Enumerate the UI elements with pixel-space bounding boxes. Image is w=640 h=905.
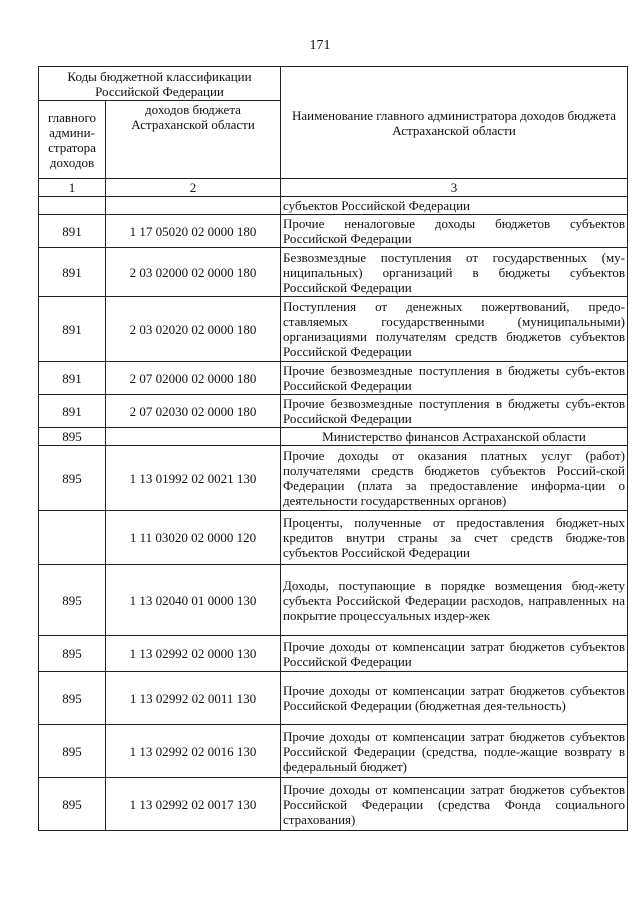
income-code: 2 03 02000 02 0000 180 bbox=[106, 248, 281, 297]
table-row bbox=[39, 362, 628, 395]
income-code bbox=[106, 428, 281, 446]
header-col1-admin: главного админи-стратора доходов bbox=[39, 101, 106, 179]
admin-code: 895 bbox=[39, 428, 106, 446]
income-code: 2 07 02030 02 0000 180 bbox=[106, 395, 281, 428]
income-code bbox=[106, 197, 281, 215]
table-row bbox=[39, 248, 628, 297]
page-number: 171 bbox=[309, 38, 331, 53]
income-code: 1 13 01992 02 0021 130 bbox=[106, 446, 281, 511]
income-code: 2 07 02000 02 0000 180 bbox=[106, 362, 281, 395]
income-code: 1 11 03020 02 0000 120 bbox=[106, 511, 281, 565]
column-number-3: 3 bbox=[281, 179, 628, 197]
admin-code: 895 bbox=[39, 725, 106, 778]
header-row-group bbox=[39, 67, 628, 101]
income-name: Прочие доходы от оказания платных услуг (работ) получателями средств бюджетов субъектов Россий-ской Федерации (плата за предоставление информа-ции о деятельности государственных органов) bbox=[281, 446, 628, 511]
budget-classification-table bbox=[38, 66, 628, 831]
table-row bbox=[39, 636, 628, 672]
table-row bbox=[39, 395, 628, 428]
income-name: Проценты, полученные от предоставления бюджет-ных кредитов внутри страны за счет средств бюдже-тов субъектов Российской Федерации bbox=[281, 511, 628, 565]
income-code: 1 13 02992 02 0017 130 bbox=[106, 778, 281, 831]
income-code: 2 03 02020 02 0000 180 bbox=[106, 297, 281, 362]
income-code: 1 13 02992 02 0000 130 bbox=[106, 636, 281, 672]
column-number-1: 1 bbox=[39, 179, 106, 197]
header-col3-name: Наименование главного администратора доходов бюджета Астраханской области bbox=[281, 67, 628, 179]
header-col2-income: доходов бюджета Астраханской области bbox=[106, 101, 281, 179]
income-name: Прочие доходы от компенсации затрат бюджетов субъектов Российской Федерации bbox=[281, 636, 628, 672]
admin-code: 891 bbox=[39, 248, 106, 297]
income-name: Прочие безвозмездные поступления в бюджеты субъ-ектов Российской Федерации bbox=[281, 395, 628, 428]
income-code: 1 13 02992 02 0016 130 bbox=[106, 725, 281, 778]
column-number-row bbox=[39, 179, 628, 197]
header-codes-group: Коды бюджетной классификации Российской Федерации bbox=[39, 67, 281, 101]
table-row bbox=[39, 197, 628, 215]
income-code: 1 17 05020 02 0000 180 bbox=[106, 215, 281, 248]
admin-code: 895 bbox=[39, 672, 106, 725]
income-name: Прочие доходы от компенсации затрат бюджетов субъектов Российской Федерации (средства, подле-жащие возврату в федеральный бюджет) bbox=[281, 725, 628, 778]
admin-code bbox=[39, 197, 106, 215]
table-row bbox=[39, 297, 628, 362]
column-number-2: 2 bbox=[106, 179, 281, 197]
table-row bbox=[39, 565, 628, 636]
table-row bbox=[39, 511, 628, 565]
income-name: Поступления от денежных пожертвований, предо-ставляемых государственными (муниципальными) организациями получателям средств бюджетов субъектов Российской Федерации bbox=[281, 297, 628, 362]
table-row bbox=[39, 672, 628, 725]
table-row bbox=[39, 446, 628, 511]
section-row bbox=[39, 428, 628, 446]
income-code: 1 13 02040 01 0000 130 bbox=[106, 565, 281, 636]
income-name: Доходы, поступающие в порядке возмещения бюд-жету субъекта Российской Федерации расходов, направленных на покрытие процессуальных издер-жек bbox=[281, 565, 628, 636]
admin-code bbox=[39, 511, 106, 565]
income-name: Прочие доходы от компенсации затрат бюджетов субъектов Российской Федерации (бюджетная дея-тельность) bbox=[281, 672, 628, 725]
admin-code: 895 bbox=[39, 565, 106, 636]
table-row bbox=[39, 778, 628, 831]
admin-code: 891 bbox=[39, 395, 106, 428]
table-row bbox=[39, 725, 628, 778]
table-row bbox=[39, 215, 628, 248]
admin-code: 895 bbox=[39, 446, 106, 511]
income-name: Безвозмездные поступления от государственных (му-ниципальных) организаций в бюджеты субъектов Российской Федерации bbox=[281, 248, 628, 297]
income-name: Прочие неналоговые доходы бюджетов субъектов Российской Федерации bbox=[281, 215, 628, 248]
admin-code: 891 bbox=[39, 297, 106, 362]
admin-code: 891 bbox=[39, 215, 106, 248]
admin-code: 895 bbox=[39, 778, 106, 831]
admin-code: 895 bbox=[39, 636, 106, 672]
income-code: 1 13 02992 02 0011 130 bbox=[106, 672, 281, 725]
admin-code: 891 bbox=[39, 362, 106, 395]
income-name: субъектов Российской Федерации bbox=[281, 197, 628, 215]
income-name: Прочие безвозмездные поступления в бюджеты субъ-ектов Российской Федерации bbox=[281, 362, 628, 395]
section-title: Министерство финансов Астраханской области bbox=[281, 428, 628, 446]
income-name: Прочие доходы от компенсации затрат бюджетов субъектов Российской Федерации (средства Фонда социального страхования) bbox=[281, 778, 628, 831]
